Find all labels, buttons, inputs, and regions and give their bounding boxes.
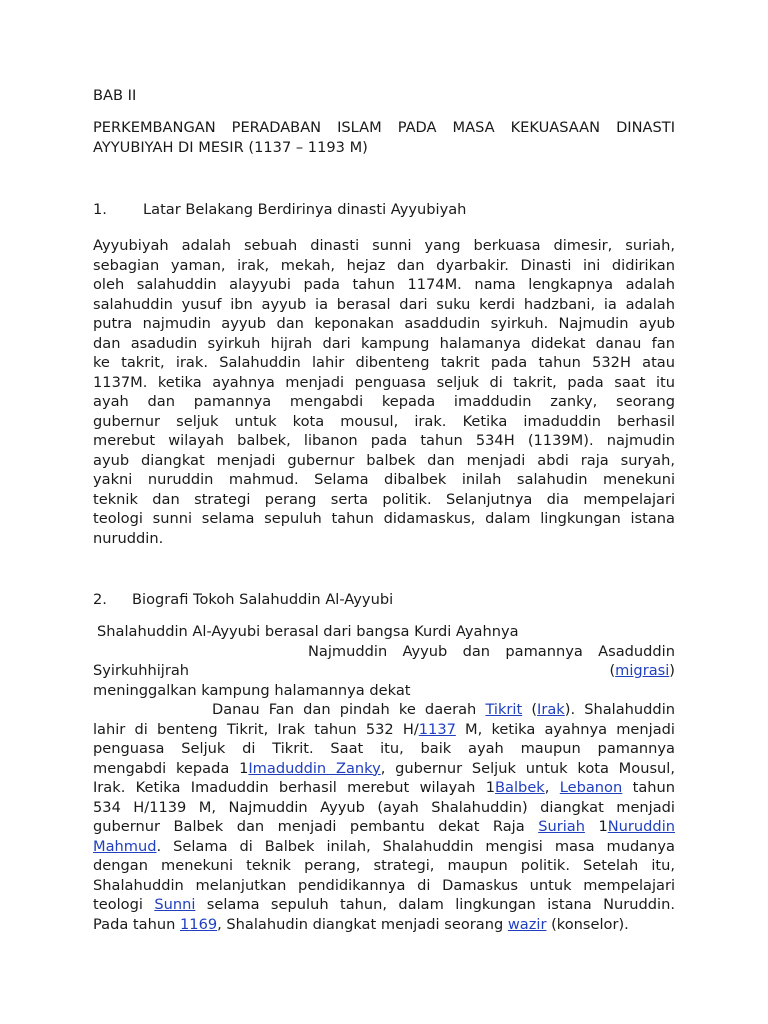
chapter-label: BAB II	[93, 87, 137, 104]
paragraph-line	[93, 837, 675, 857]
paragraph-line: teknik dan strategi perang serta politik. Selanjutnya dia mempelajari	[93, 490, 675, 508]
link-lebanon[interactable]: Lebanon	[559, 779, 623, 796]
paragraph-line: Ayyubiyah adalah sebuah dinasti sunni yang berkuasa dimesir, suriah,	[93, 237, 675, 254]
paragraph-line: Shalahuddin Al-Ayyubi berasal dari bangsa Kurdi Ayahnya	[97, 623, 519, 640]
paragraph-line: merebut wilayah balbek, libanon pada tahun 534H (1139M). najmudin	[93, 432, 675, 449]
paragraph-line: 1137M. ketika ayahnya menjadi penguasa seljuk di takrit, pada saat itu	[93, 373, 675, 391]
section-2-title: Biografi Tokoh Salahuddin Al-Ayyubi	[132, 591, 394, 608]
paragraph-line: penguasa Seljuk di Tikrit. Saat itu, baik ayah maupun pamannya	[93, 740, 675, 757]
paragraph-line: salahuddin yusuf ibn ayyub ia berasal dari suku kerdi hadzbani, ia adalah	[93, 295, 675, 313]
link-nuruddin[interactable]: Nuruddin	[607, 818, 675, 835]
section-2-heading	[93, 590, 675, 610]
paragraph-line	[93, 759, 675, 779]
paragraph-line: gubernur seljuk untuk kota mousul, irak. Ketika imaduddin berhasil	[93, 412, 675, 430]
document-title-line-2: AYYUBIYAH DI MESIR (1137 – 1193 M)	[93, 139, 368, 156]
paragraph-line	[93, 895, 675, 915]
section-1-number: 1.	[93, 201, 107, 218]
link-migrasi[interactable]: migrasi	[615, 662, 670, 679]
text-run: lahir di benteng Tikrit, Irak tahun 532 H/	[93, 720, 419, 738]
link-balbek[interactable]: Balbek	[495, 779, 545, 796]
document-title-line-1: PERKEMBANGAN PERADABAN ISLAM PADA MASA KEKUASAAN DINASTI	[93, 119, 675, 136]
text-run: M, ketika ayahnya menjadi	[455, 720, 675, 738]
paragraph-line: 534 H/1139 M, Najmuddin Ayyub (ayah Shalahuddin) diangkat menjadi	[93, 798, 675, 816]
text-run: tahun	[622, 779, 676, 796]
paragraph-line: Najmuddin Ayyub dan pamannya Asaduddin	[308, 643, 675, 660]
text-run: Pada tahun	[93, 915, 180, 933]
text-run: teologi	[93, 896, 155, 913]
text-run: Syirkuhhijrah	[93, 662, 190, 679]
paragraph-line: yakni nuruddin mahmud. Selama dibalbek inilah salahudin menekuni	[93, 471, 675, 488]
section-1-title: Latar Belakang Berdirinya dinasti Ayyubiyah	[143, 201, 467, 218]
text-run: )	[669, 662, 675, 679]
paragraph-line	[212, 700, 675, 720]
paragraph-line	[93, 778, 675, 798]
link-wazir[interactable]: wazir	[507, 915, 547, 933]
link-suriah[interactable]: Suriah	[538, 818, 585, 835]
link-sunni[interactable]: Sunni	[154, 896, 196, 913]
text-run: ,	[544, 779, 560, 796]
text-run: selama sepuluh tahun, dalam lingkungan istana Nuruddin.	[195, 896, 675, 913]
link-1169[interactable]: 1169	[180, 915, 218, 933]
text-run: , Shalahudin diangkat menjadi seorang	[217, 915, 508, 933]
paragraph-line: nuruddin.	[93, 529, 164, 547]
text-run: (	[609, 662, 616, 679]
paragraph-line	[93, 661, 675, 681]
paragraph-line: ayah dan pamannya mengabdi kepada imaddudin zanky, seorang	[93, 393, 675, 410]
text-run: ). Shalahuddin	[564, 701, 676, 718]
text-run: gubernur Balbek dan menjadi pembantu dekat Raja	[93, 818, 539, 835]
paragraph-line: teologi sunni selama sepuluh tahun didamaskus, dalam lingkungan istana	[93, 510, 675, 527]
paragraph-line: sebagian yaman, irak, mekah, hejaz dan dyarbakir. Dinasti ini didirikan	[93, 256, 675, 274]
text-run: (konselor).	[546, 915, 629, 933]
paragraph-line: ke takrit, irak. Salahuddin lahir dibenteng takrit pada tahun 532H atau	[93, 354, 675, 371]
link-irak[interactable]: Irak	[537, 701, 565, 718]
link-imaduddin-zanky[interactable]: Imaduddin Zanky	[248, 759, 381, 777]
paragraph-line	[93, 915, 675, 935]
section-1-heading	[93, 200, 675, 220]
paragraph-line: oleh salahuddin alayyubi pada tahun 1174M. nama lengkapnya adalah	[93, 276, 675, 293]
text-run	[609, 661, 675, 681]
paragraph-line	[93, 720, 675, 740]
paragraph-line: ayub diangkat menjadi gubernur balbek dan menjadi abdi raja suryah,	[93, 451, 675, 469]
text-run: 1	[584, 818, 608, 835]
paragraph-line: putra najmudin ayyub dan keponakan asaddudin syirkuh. Najmudin ayub	[93, 315, 675, 332]
section-2-number: 2.	[93, 591, 107, 608]
text-run: Danau Fan dan pindah ke daerah	[212, 701, 486, 718]
text-run: . Selama di Balbek inilah, Shalahuddin mengisi masa mudanya	[156, 837, 675, 855]
paragraph-line: Shalahuddin melanjutkan pendidikannya di Damaskus untuk mempelajari	[93, 876, 675, 894]
link-mahmud[interactable]: Mahmud	[93, 837, 157, 855]
paragraph-line: dengan menekuni teknik perang, strategi, maupun politik. Setelah itu,	[93, 857, 675, 874]
text-run: mengabdi kepada 1	[93, 759, 249, 777]
link-tikrit[interactable]: Tikrit	[485, 701, 523, 718]
paragraph-line	[93, 817, 675, 837]
text-run: (	[522, 701, 538, 718]
text-run: , gubernur Seljuk untuk kota Mousul,	[380, 759, 675, 777]
paragraph-line: meninggalkan kampung halamannya dekat	[93, 682, 411, 699]
text-run: Irak. Ketika Imaduddin berhasil merebut wilayah 1	[93, 779, 496, 796]
link-1137[interactable]: 1137	[418, 720, 456, 738]
paragraph-line: dan asadudin syirkuh hijrah dari kampung halamanya didekat danau fan	[93, 334, 675, 352]
